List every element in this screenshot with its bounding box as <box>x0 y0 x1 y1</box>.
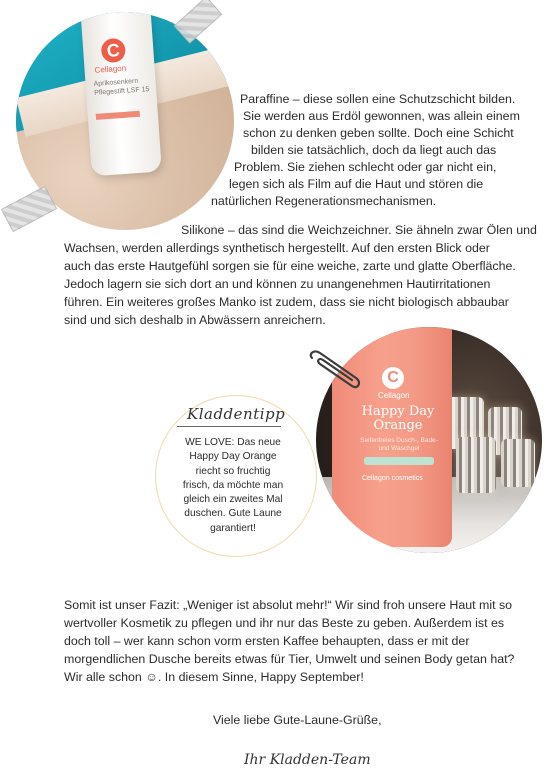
tip-line: riecht so fruchtig <box>195 465 271 477</box>
text-line: natürlichen Regenerationsmechanismen. <box>211 194 437 208</box>
tip-line: WE LOVE: Das neue <box>185 437 281 448</box>
tip-line: Happy Day Orange <box>189 451 277 463</box>
text-line: Sie werden aus Erdöl gewonnen, was allein einem <box>243 109 520 123</box>
tip-line: garantiert! <box>210 522 256 534</box>
closing-greeting: Viele liebe Gute-Laune-Grüße, <box>213 713 382 727</box>
paperclip-icon <box>306 348 366 392</box>
candle-holder-icon <box>501 439 535 487</box>
product-label: Aprikosenkern Pflegestift LSF 15 <box>93 77 150 97</box>
brand-label: Cellagon <box>94 63 127 75</box>
tip-line: frisch, da möchte man <box>182 479 284 491</box>
text-line: Paraffine – diese sollen eine Schutzschicht bilden. <box>240 92 516 106</box>
text-line: legen sich als Film auf die Haut und stören die <box>229 177 484 191</box>
text-line: Problem. Sie ziehen schlecht oder gar nicht ein, <box>234 160 497 174</box>
text-line: Wachsen, werden allerdings synthetisch hergestellt. Auf den ersten Blick oder <box>64 241 490 255</box>
text-line: Silikone – das sind die Weichzeichner. Sie ähneln zwar Ölen und <box>181 223 537 237</box>
text-line: bilden sie tatsächlich, doch da liegt auch das <box>251 143 497 157</box>
product-name: Happy Day Orange <box>361 404 435 433</box>
tip-line: gleich ein zweites Mal <box>183 494 283 506</box>
text-line: morgendlichen Dusche bereits etwas für Tier, Umwelt und seinen Body getan hat? <box>64 652 515 666</box>
text-line: auch das erste Hautgefühl sorgen sie für eine weiche, zarte und glatte Oberfläche. <box>64 259 516 273</box>
tip-text <box>172 436 294 536</box>
text-line: schon zu denken geben sollte. Doch eine Schicht <box>243 126 514 140</box>
text-line: wertvoller Kosmetik zu pflegen und ihr nur das Beste zu geben. Außerdem ist es <box>64 616 505 630</box>
text-line: sind und sich deshalb in Abwässern anreichern. <box>64 313 326 327</box>
lip-balm-stick <box>80 12 162 176</box>
text-line: führen. Ein weiteres großes Manko ist zudem, dass sie nicht biologisch abbaubar <box>64 295 509 309</box>
tip-line: duschen. Gute Laune <box>184 508 282 520</box>
text-line: Somit ist unser Fazit: „Weniger ist absolut mehr!“ Wir sind froh unsere Haut mit so <box>64 598 513 612</box>
tip-title: Kladdentipp <box>187 405 286 423</box>
divider <box>177 426 281 427</box>
brand-footer: Cellagon cosmetics <box>362 475 423 482</box>
text-line: Jedoch lagern sie sich dort an und können zu unangenehmen Hautirritationen <box>64 277 491 291</box>
product-label: Seifenfreies Dusch-, Bade- und Waschgel <box>360 437 438 452</box>
text-line: Wir alle schon ☺. In diesem Sinne, Happy September! <box>64 670 364 684</box>
candle-holder-icon <box>456 437 496 493</box>
signature: Ihr Kladden-Team <box>244 752 371 768</box>
label-band <box>96 111 140 120</box>
brand-logo-icon: C <box>382 367 404 389</box>
text-line: doch toll – wer kann schon vorm ersten Kaffee behaupten, dass er mit der <box>64 634 470 648</box>
brand-label: Cellagon <box>378 391 410 400</box>
brand-logo-icon: C <box>100 38 126 64</box>
tape-icon <box>1 186 57 232</box>
label-band <box>364 457 434 465</box>
